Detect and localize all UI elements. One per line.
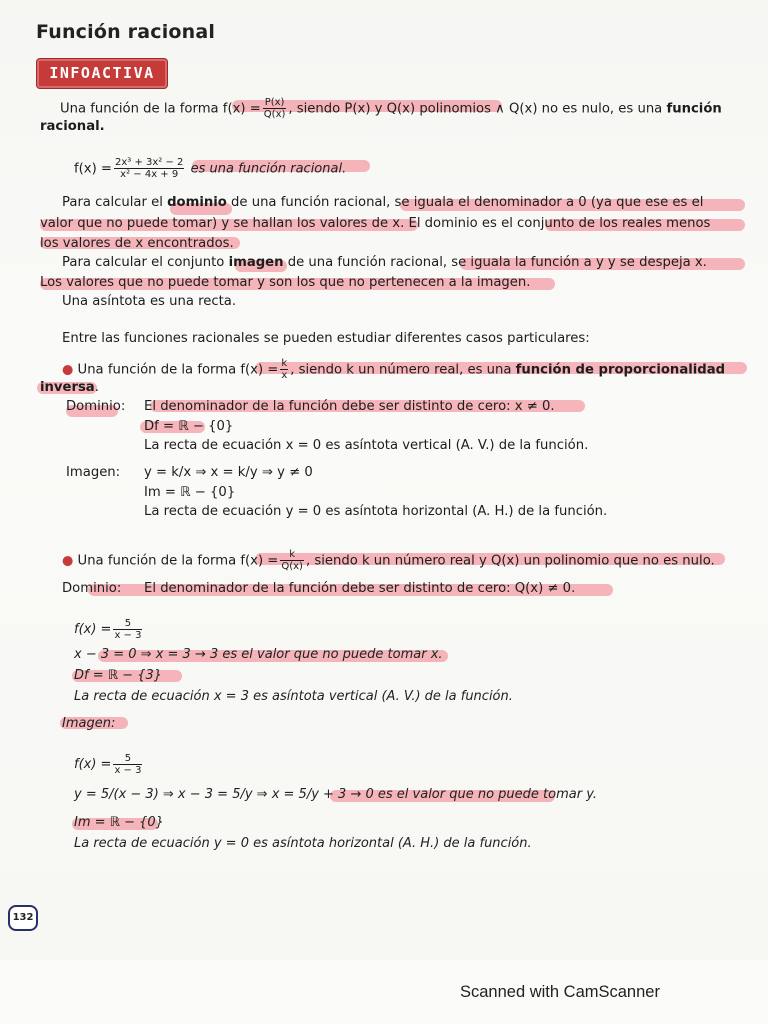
casos-intro: Entre las funciones racionales se pueden estudiar diferentes casos particulares: bbox=[62, 331, 590, 346]
caso2-dominio-label: Dominio: bbox=[62, 581, 122, 596]
page-title: Función racional bbox=[36, 21, 216, 43]
caso1-line-1: ● Una función de la forma f(x) = $\frac{k}{x}$ , siendo k un número real, es una función de proporcionalidad bbox=[62, 358, 726, 381]
caso2-dom-1: El denominador de la función debe ser distinto de cero: Q(x) ≠ 0. bbox=[144, 581, 576, 596]
intro-line-2: racional. bbox=[40, 119, 105, 134]
caso2-hand-4: y = 5/(x − 3) ⇒ x − 3 = 5/y ⇒ x = 5/y + 3 → 0 es el valor que no puede tomar y. bbox=[74, 787, 598, 802]
dominio-line-2: valor que no puede tomar) y se hallan los valores de x. El dominio es el conjunto de los reales menos bbox=[40, 216, 711, 231]
caso1-dom-2: Df = ℝ − {0} bbox=[144, 419, 234, 434]
bullet-icon: ● bbox=[62, 553, 74, 569]
caso2-hand-5: Im = ℝ − {0} bbox=[74, 815, 164, 830]
imagen-line-1: Para calcular el conjunto imagen de una función racional, se iguala la función a y y se despeja x. bbox=[62, 255, 707, 270]
caso1-imagen-label: Imagen: bbox=[66, 465, 121, 480]
example-fraction: $\frac{\text{2x³ + 3x² − 2}}{\text{x² − 4x + 9}}$ bbox=[114, 157, 184, 180]
caso1-dom-1: El denominador de la función debe ser distinto de cero: x ≠ 0. bbox=[144, 399, 555, 414]
imagen-line-2: Los valores que no puede tomar y son los que no pertenecen a la imagen. bbox=[40, 275, 531, 290]
caso2-imagen-label: Imagen: bbox=[62, 716, 116, 731]
caso1-line-2: inversa. bbox=[40, 380, 99, 395]
page-number: 132 bbox=[8, 905, 38, 931]
example-fx: f(x) = $\frac{\text{2x³ + 3x² − 2}}{\text{x² − 4x + 9}}$ es una función racional. bbox=[74, 157, 347, 180]
caso1-img-3: La recta de ecuación y = 0 es asíntota horizontal (A. H.) de la función. bbox=[144, 504, 608, 519]
dominio-line-1: Para calcular el dominio de una función racional, se iguala el denominador a 0 (ya que ese es el bbox=[62, 195, 704, 210]
bullet-icon: ● bbox=[62, 362, 74, 378]
infoactiva-badge bbox=[37, 59, 167, 88]
intro-line-1: Una función de la forma f(x) = $\frac{P(x)}{Q(x)}$ , siendo P(x) y Q(x) polinomios ∧ Q(x) no es nulo, es una función bbox=[60, 97, 722, 120]
caso2-example-fx: f(x) = $\frac{5}{x - 3}$ bbox=[74, 618, 142, 641]
imagen-line-3: Una asíntota es una recta. bbox=[62, 294, 237, 309]
caso2-example2-fx: f(x) = $\frac{5}{x - 3}$ bbox=[74, 753, 142, 776]
caso1-fraction: $\frac{k}{x}$ bbox=[281, 358, 288, 381]
scanner-footer: Scanned with CamScanner bbox=[460, 983, 660, 1001]
caso1-dominio-label: Dominio: bbox=[66, 399, 126, 414]
caso1-dom-3: La recta de ecuación x = 0 es asíntota vertical (A. V.) de la función. bbox=[144, 438, 589, 453]
intro-fraction: $\frac{P(x)}{Q(x)}$ bbox=[263, 97, 286, 120]
caso2-fraction: $\frac{k}{Q(x)}$ bbox=[281, 549, 303, 572]
dominio-line-3: los valores de x encontrados. bbox=[40, 236, 234, 251]
badge-label: INFOACTIVA bbox=[49, 64, 155, 82]
caso2-hand-2: Df = ℝ − {3} bbox=[74, 668, 163, 683]
caso2-hand-3: La recta de ecuación x = 3 es asíntota vertical (A. V.) de la función. bbox=[74, 689, 513, 704]
caso1-img-1: y = k/x ⇒ x = k/y ⇒ y ≠ 0 bbox=[144, 465, 313, 480]
caso2-hand-1: x − 3 = 0 ⇒ x = 3 → 3 es el valor que no puede tomar x. bbox=[74, 647, 443, 662]
caso2-hand-6: La recta de ecuación y = 0 es asíntota horizontal (A. H.) de la función. bbox=[74, 836, 532, 851]
caso2-line-1: ● Una función de la forma f(x) = $\frac{k}{Q(x)}$ , siendo k un número real y Q(x) un polinomio que no es nulo. bbox=[62, 549, 715, 572]
caso1-img-2: Im = ℝ − {0} bbox=[144, 485, 236, 500]
